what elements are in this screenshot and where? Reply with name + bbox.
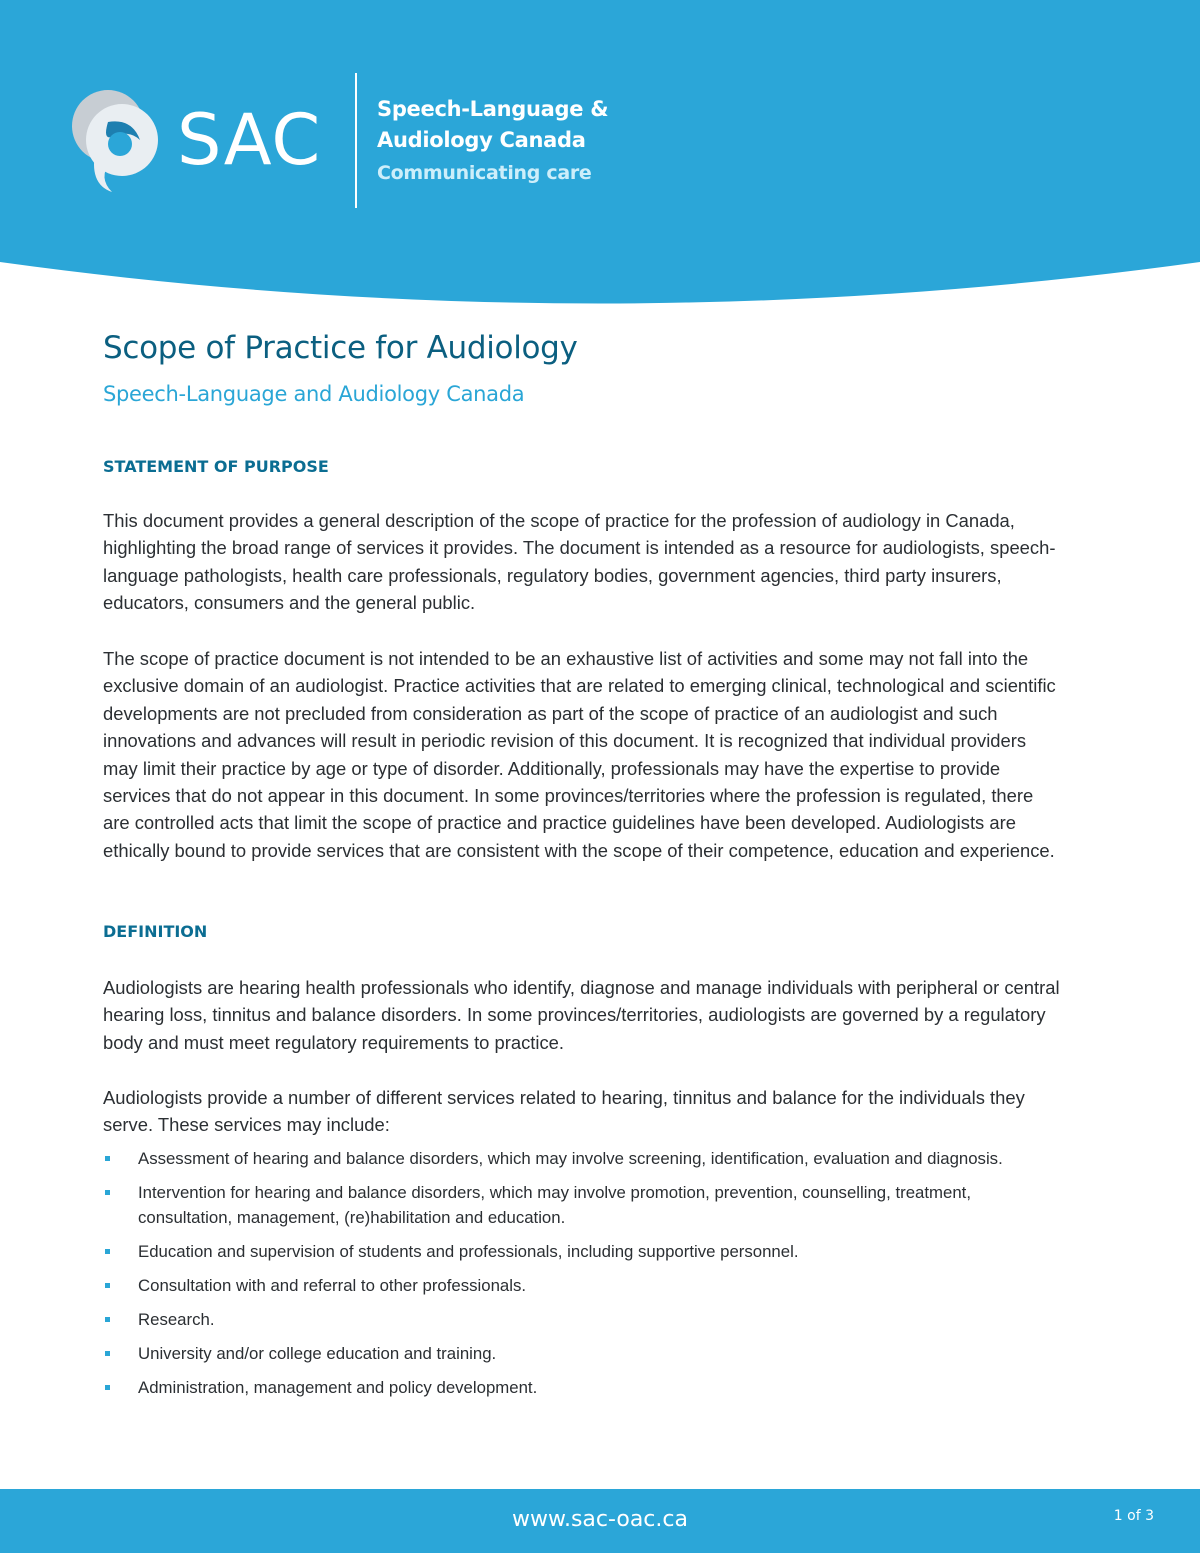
list-item-text: Intervention for hearing and balance disorders, which may involve promotion, prevention, counselling, treatment, consultation, management, (re)habilitation and education. [138,1183,971,1227]
list-item-text: Consultation with and referral to other professionals. [138,1276,527,1295]
section-heading-definition: DEFINITION [103,922,208,941]
list-item [103,1146,1063,1171]
organization-name-line2: Audiology Canada [377,128,586,152]
list-item-text: Assessment of hearing and balance disorders, which may involve screening, identification, evaluation and diagnosis. [138,1149,1003,1168]
list-item [103,1341,1063,1366]
list-item [103,1375,1063,1400]
footer-bar [0,1489,1200,1553]
bullet-icon [105,1156,110,1161]
logo-wordmark: SAC [177,99,322,181]
logo-divider [355,73,357,208]
bullet-icon [105,1190,110,1195]
section-heading-purpose: STATEMENT OF PURPOSE [103,457,329,476]
list-item-text: Research. [138,1310,215,1329]
purpose-paragraph-2: The scope of practice document is not intended to be an exhaustive list of activities and some may not fall into the exclusive domain of an audiologist. Practice activities that are related to emerging clinical, technological and scientific developments are not precluded from consideration as part of the scope of practice of an audiologist and such innovations and advances will result in periodic revision of this document. It is recognized that individual providers may limit their practice by age or type of disorder. Additionally, professionals may have the expertise to provide services that do not appear in this document. In some provinces/territories where the profession is regulated, there are controlled acts that limit the scope of practice and practice guidelines have been developed. Audiologists are ethically bound to provide services that are consistent with the scope of their competence, education and experience. [103,648,1056,861]
page-title: Scope of Practice for Audiology [103,330,578,366]
list-item-text: Administration, management and policy development. [138,1378,538,1397]
list-item-text: University and/or college education and training. [138,1344,497,1363]
organization-tagline: Communicating care [377,162,592,184]
speech-bubble-logo-icon [68,88,160,196]
bullet-icon [105,1249,110,1254]
list-item [103,1180,1063,1230]
list-item [103,1307,1063,1332]
services-list [103,1146,1063,1409]
list-item [103,1273,1063,1298]
bullet-icon [105,1385,110,1390]
page-number: 1 of 3 [1113,1508,1154,1524]
bullet-icon [105,1283,110,1288]
list-item [103,1239,1063,1264]
bullet-icon [105,1351,110,1356]
definition-paragraph-1: Audiologists are hearing health professionals who identify, diagnose and manage individuals with peripheral or central hearing loss, tinnitus and balance disorders. In some provinces/territories, audiologists are governed by a regulatory body and must meet regulatory requirements to practice. [103,977,1060,1053]
page-subtitle: Speech-Language and Audiology Canada [103,382,525,406]
purpose-paragraph-1: This document provides a general description of the scope of practice for the profession of audiology in Canada, highlighting the broad range of services it provides. The document is intended as a resource for audiologists, speech-language pathologists, health care professionals, regulatory bodies, government agencies, third party insurers, educators, consumers and the general public. [103,510,1056,614]
list-item-text: Education and supervision of students and professionals, including supportive personnel. [138,1242,799,1261]
bullet-icon [105,1317,110,1322]
organization-name [377,94,608,156]
definition-paragraph-2: Audiologists provide a number of different services related to hearing, tinnitus and balance for the individuals they serve. These services may include: [103,1087,1025,1136]
footer-website-link[interactable]: www.sac-oac.ca [512,1507,688,1532]
organization-name-line1: Speech-Language & [377,97,609,121]
